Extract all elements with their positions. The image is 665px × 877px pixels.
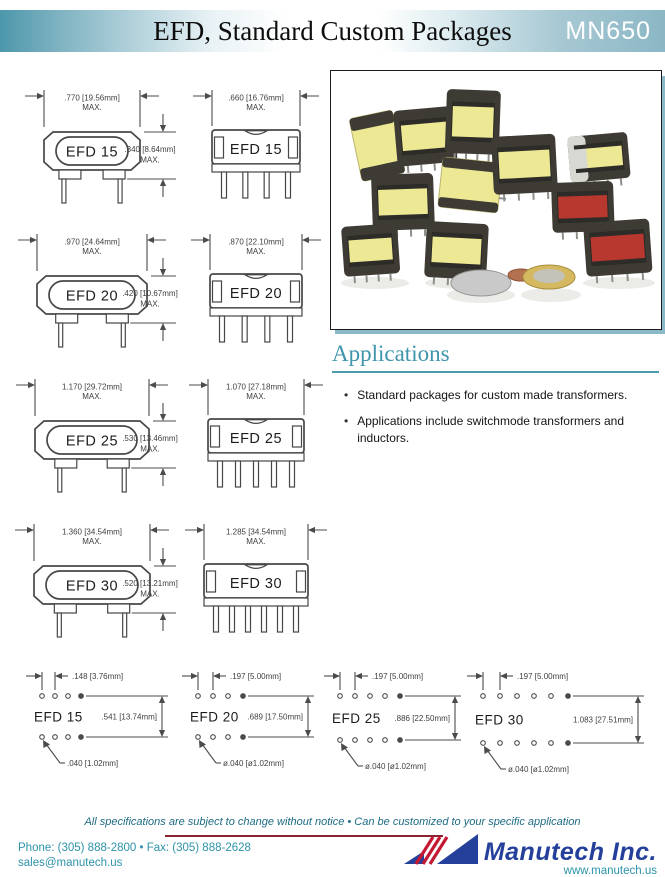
product-photo xyxy=(330,70,662,330)
row-spacing-dim: .689 [17.50mm] xyxy=(247,713,303,722)
max-label: MAX. xyxy=(246,247,266,256)
max-label: MAX. xyxy=(140,300,160,309)
coin xyxy=(451,270,511,296)
applications-section xyxy=(332,341,659,456)
max-label: MAX. xyxy=(246,103,266,112)
efd-25-front-view xyxy=(189,379,323,487)
max-label: MAX. xyxy=(140,156,160,165)
front-width-dim: 1.070 [27.18mm] xyxy=(226,383,286,392)
top-height-dim: .420 [10.67mm] xyxy=(122,289,178,298)
efd-15-front-view xyxy=(193,90,319,198)
efd-20-drawing-row xyxy=(6,230,330,370)
page-title: EFD, Standard Custom Packages xyxy=(0,10,665,52)
package-name: EFD 25 xyxy=(66,434,118,450)
max-label: MAX. xyxy=(246,537,266,546)
efd-30-top-view xyxy=(15,524,178,637)
package-name: EFD 15 xyxy=(34,710,83,725)
front-width-dim: .660 [16.76mm] xyxy=(228,94,284,103)
package-name: EFD 20 xyxy=(230,286,282,302)
bullet-icon: • xyxy=(344,387,348,404)
bullet-text: Applications include switchmode transformers and inductors. xyxy=(357,413,659,447)
top-height-dim: .530 [13.46mm] xyxy=(122,434,178,443)
efd-20-footprint xyxy=(170,660,330,782)
pitch-dim: .197 [5.00mm] xyxy=(230,672,281,681)
efd-20-front-view xyxy=(191,234,321,342)
package-name: EFD 30 xyxy=(475,713,524,728)
front-width-dim: 1.285 [34.54mm] xyxy=(226,528,286,537)
efd-30-footprint xyxy=(455,660,660,782)
efd-25-top-view xyxy=(16,379,178,492)
doc-number-badge: MN650 xyxy=(565,10,651,52)
transformer xyxy=(583,218,653,283)
company-logo xyxy=(404,833,657,877)
max-label: MAX. xyxy=(246,392,266,401)
row-spacing-dim: .886 [22.50mm] xyxy=(394,714,450,723)
bullet-icon: • xyxy=(344,413,348,447)
top-height-dim: .340 [8.64mm] xyxy=(124,145,175,154)
max-label: MAX. xyxy=(82,247,102,256)
applications-list xyxy=(344,387,659,447)
top-width-dim: 1.170 [29.72mm] xyxy=(62,383,122,392)
efd-30-drawing-row xyxy=(6,520,330,660)
package-name: EFD 25 xyxy=(332,711,381,726)
top-width-dim: 1.360 [34.54mm] xyxy=(62,528,122,537)
header-bar xyxy=(0,10,665,52)
row-spacing-dim: 1.083 [27.51mm] xyxy=(573,716,633,725)
efd-30-front-view xyxy=(185,524,327,632)
package-name: EFD 30 xyxy=(66,579,118,595)
hole-dia-dim: ø.040 [ø1.02mm] xyxy=(365,762,426,771)
package-name: EFD 15 xyxy=(230,142,282,158)
website-link[interactable]: www.manutech.us xyxy=(404,865,657,877)
package-name: EFD 30 xyxy=(230,576,282,592)
package-name: EFD 15 xyxy=(66,145,118,161)
front-width-dim: .870 [22.10mm] xyxy=(228,238,284,247)
max-label: MAX. xyxy=(82,392,102,401)
transformer xyxy=(491,134,558,202)
row-spacing-dim: .541 [13.74mm] xyxy=(101,713,157,722)
top-height-dim: .520 [13.21mm] xyxy=(122,579,178,588)
list-item xyxy=(344,387,659,404)
hole-dia-dim: ø.040 [ø1.02mm] xyxy=(508,765,569,774)
product-photo-illustration xyxy=(331,71,659,327)
package-name: EFD 25 xyxy=(230,431,282,447)
footer-divider xyxy=(165,835,443,837)
pitch-dim: .197 [5.00mm] xyxy=(372,672,423,681)
contact-block xyxy=(18,841,251,871)
company-name: Manutech Inc. xyxy=(484,839,657,865)
efd-20-top-view xyxy=(18,234,178,347)
top-width-dim: .970 [24.64mm] xyxy=(64,238,120,247)
max-label: MAX. xyxy=(82,103,102,112)
package-name: EFD 20 xyxy=(190,710,239,725)
efd-25-footprint xyxy=(312,660,477,782)
phone-fax: Phone: (305) 888-2800 • Fax: (305) 888-2628 xyxy=(18,841,251,856)
max-label: MAX. xyxy=(82,537,102,546)
pitch-dim: .148 [3.76mm] xyxy=(72,672,123,681)
hole-dia-dim: .040 [1.02mm] xyxy=(67,759,118,768)
logo-mark-icon xyxy=(404,833,478,865)
efd-15-drawing-row xyxy=(6,86,330,226)
efd-15-top-view xyxy=(25,90,176,203)
efd-25-drawing-row xyxy=(6,375,330,515)
email-link[interactable]: sales@manutech.us xyxy=(18,856,251,871)
package-name: EFD 20 xyxy=(66,289,118,305)
top-width-dim: .770 [19.56mm] xyxy=(64,94,120,103)
efd-15-footprint xyxy=(14,660,184,782)
pitch-dim: .197 [5.00mm] xyxy=(517,672,568,681)
max-label: MAX. xyxy=(140,590,160,599)
max-label: MAX. xyxy=(140,445,160,454)
footer-note: All specifications are subject to change without notice • Can be customized to your specific application xyxy=(0,816,665,828)
bullet-text: Standard packages for custom made transformers. xyxy=(357,387,627,404)
hole-dia-dim: ø.040 [ø1.02mm] xyxy=(223,759,284,768)
applications-heading: Applications xyxy=(332,341,659,373)
list-item xyxy=(344,413,659,447)
